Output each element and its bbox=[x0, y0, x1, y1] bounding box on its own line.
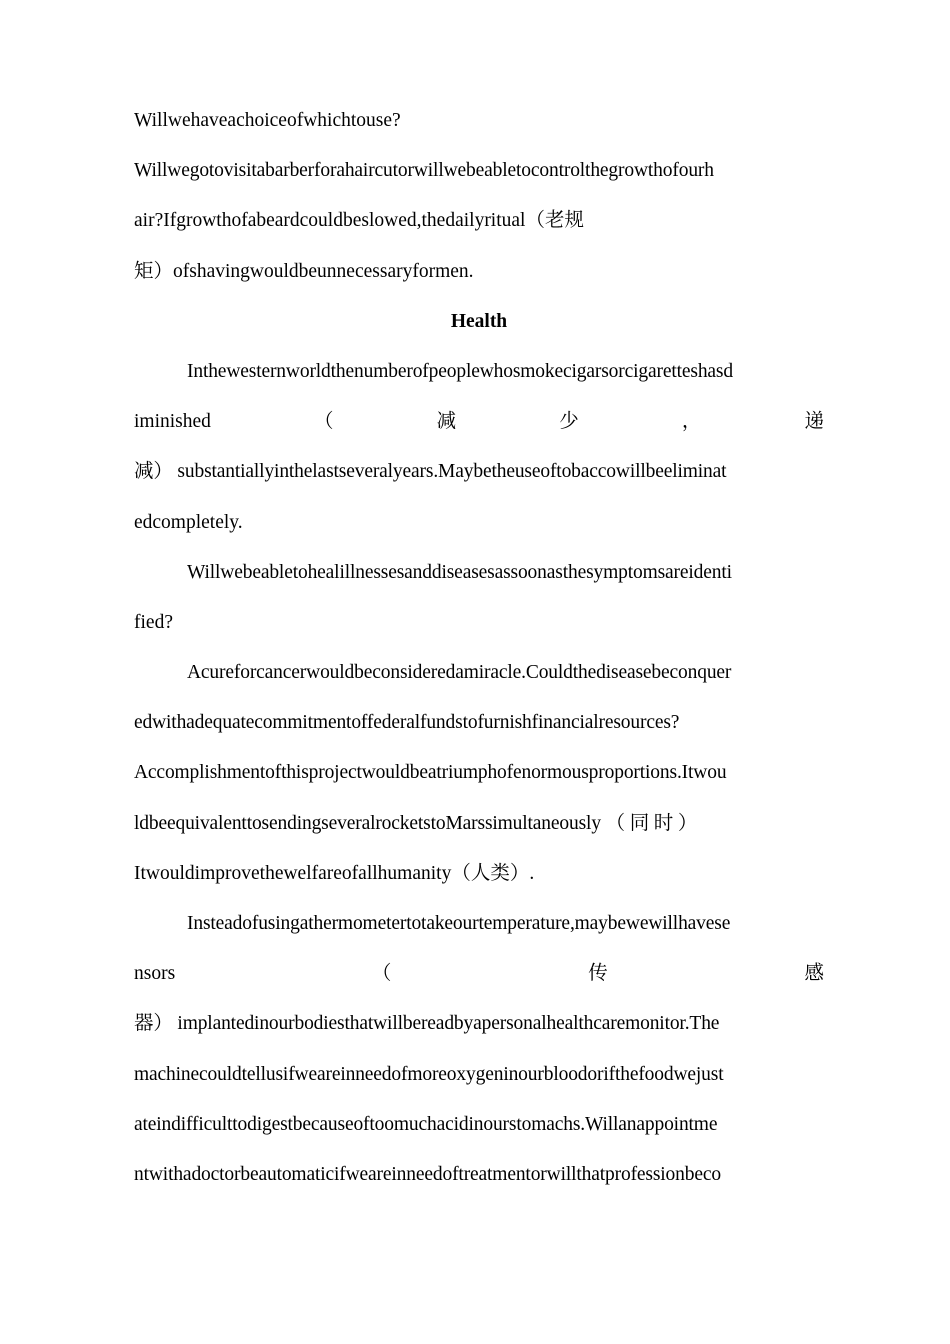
section-heading: Health bbox=[450, 310, 508, 332]
document-page bbox=[134, 96, 824, 1200]
paragraph-first-line: Willwebeabletohealillnessesanddiseasesassoonasthesymptomsareidenti bbox=[187, 561, 732, 583]
text-line: ateindifficulttodigestbecauseoftoomuchacidinourstomachs.Willanappointme bbox=[134, 1113, 718, 1135]
line-segment: 感 bbox=[804, 963, 824, 985]
line-segment: ， bbox=[681, 411, 702, 433]
text-line: edwithadequatecommitmentoffederalfundstofurnishfinancialresources? bbox=[134, 712, 680, 734]
text-line: ldbeequivalenttosendingseveralrocketstoMarssimultaneously （ 同 时 ） bbox=[134, 812, 698, 834]
line-segment: （ bbox=[314, 411, 334, 433]
text-line: edcompletely. bbox=[134, 511, 243, 533]
line-segment: iminished bbox=[134, 411, 211, 433]
text-line: 减） substantiallyinthelastseveralyears.Maybetheuseoftobaccowillbeeliminat bbox=[134, 461, 727, 483]
line-segment: 递 bbox=[804, 411, 824, 433]
justified-line bbox=[134, 397, 824, 447]
text-line: Accomplishmentofthisprojectwouldbeatriumphofenormousproportions.Itwou bbox=[134, 762, 727, 784]
line-segment: 传 bbox=[588, 963, 608, 985]
text-line: fied? bbox=[134, 611, 173, 633]
line-segment: 减 bbox=[436, 411, 457, 433]
text-line: Itwouldimprovethewelfareofallhumanity（人类）. bbox=[134, 862, 535, 884]
line-segment: nsors bbox=[134, 963, 176, 985]
text-line: Willwehaveachoiceofwhichtouse? bbox=[134, 110, 401, 131]
paragraph-first-line: Insteadofusingathermometertotakeourtemperature,maybewewillhavese bbox=[187, 913, 731, 934]
paragraph-first-line: Inthewesternworldthenumberofpeoplewhosmokecigarsorcigaretteshasd bbox=[187, 360, 733, 382]
text-line: Willwegotovisitabarberforahaircutorwillwebeabletocontrolthegrowthofourh bbox=[134, 160, 714, 182]
line-segment: 少 bbox=[559, 411, 579, 433]
text-line: 矩）ofshavingwouldbeunnecessaryformen. bbox=[134, 260, 474, 282]
text-line: machinecouldtellusifweareinneedofmoreoxygeninourbloodorifthefoodwejust bbox=[134, 1063, 724, 1085]
paragraph-first-line: Acureforcancerwouldbeconsideredamiracle.Couldthediseasebeconquer bbox=[187, 662, 732, 684]
line-segment: （ bbox=[371, 963, 392, 985]
text-line: 器） implantedinourbodiesthatwillbereadbyapersonalhealthcaremonitor.The bbox=[134, 1013, 720, 1035]
justified-line bbox=[134, 949, 824, 999]
text-line: ntwithadoctorbeautomaticifweareinneedoftreatmentorwillthatprofessionbeco bbox=[134, 1163, 721, 1185]
text-line: air?Ifgrowthofabeardcouldbeslowed,thedailyritual（老规 bbox=[134, 210, 584, 232]
